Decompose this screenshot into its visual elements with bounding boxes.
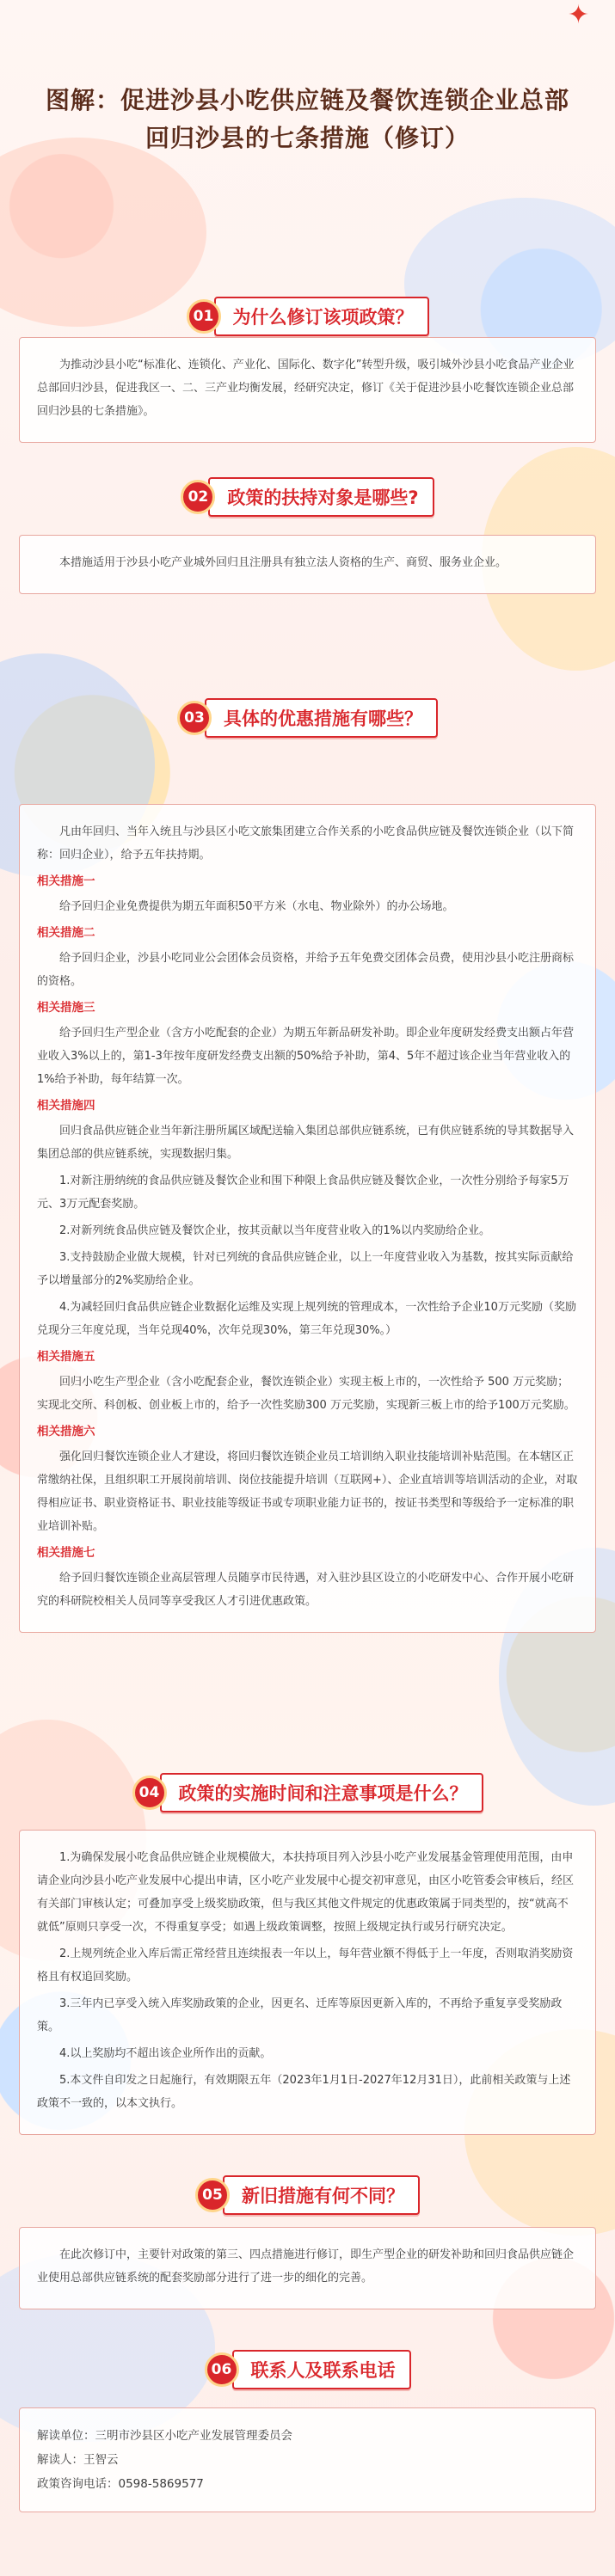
section-01-header <box>0 297 615 336</box>
section-number: 04 <box>132 1776 167 1810</box>
section-title: 具体的优惠措施有哪些？ <box>205 698 438 738</box>
section-title: 为什么修订该项政策？ <box>214 297 429 336</box>
measure-text: 强化回归餐饮连锁企业人才建设，将回归餐饮连锁企业员工培训纳入职业技能培训补贴范围。在本辖区正常缴纳社保，且组织职工开展岗前培训、岗位技能提升培训（互联网+）、企业直培训等培训活动的企业，对取得相应证书、职业资格证书、职业技能等级证书或专项职业能力证书的，按证书类型和等级给予一定标准的职业培训补贴。 <box>37 1451 578 1533</box>
section-05-card <box>19 2227 596 2309</box>
section-number: 05 <box>195 2178 230 2212</box>
contact-phone: 政策咨询电话：0598-5869577 <box>37 2477 204 2491</box>
contact-person: 解读人：王智云 <box>37 2453 119 2467</box>
measure-text: 2.对新列统食品供应链及餐饮企业，按其贡献以当年度营业收入的1%以内奖励给企业。 <box>59 1224 491 1237</box>
section-title: 政策的实施时间和注意事项是什么？ <box>160 1773 483 1812</box>
measure-label: 相关措施六 <box>37 1425 95 1438</box>
measure-text: 回归小吃生产型企业（含小吃配套企业，餐饮连锁企业）实现主板上市的，一次性给予 500 万元奖励；实现北交所、科创板、创业板上市的，给予一次性奖励300 万元奖励，实现新三板上市的给予100万元奖励。 <box>37 1376 575 1412</box>
section-number: 01 <box>187 299 221 334</box>
section-paragraph: 4.以上奖励均不超出该企业所作出的贡献。 <box>59 2047 272 2060</box>
section-paragraph: 2.上规列统企业入库后需正常经营且连续报表一年以上，每年营业额不得低于上一年度，否则取消奖励资格且有权追回奖励。 <box>37 1947 574 1984</box>
section-06-card <box>19 2407 596 2512</box>
section-paragraph: 5.本文件自印发之日起施行，有效期限五年（2023年1月1日-2027年12月31日），此前相关政策与上述政策不一致的，以本文执行。 <box>37 2074 571 2110</box>
measure-text: 回归食品供应链企业当年新注册所属区域配送输入集团总部供应链系统，已有供应链系统的导其数据导入集团总部的供应链系统，实现数据归集。 <box>37 1125 575 1161</box>
section-number: 06 <box>205 2352 239 2387</box>
section-number: 03 <box>177 701 212 735</box>
section-paragraph: 在此次修订中，主要针对政策的第三、四点措施进行修订，即生产型企业的研发补助和回归食品供应链企业使用总部供应链系统的配套奖励部分进行了进一步的细化的完善。 <box>37 2248 575 2285</box>
measure-label: 相关措施七 <box>37 1546 95 1560</box>
measure-label: 相关措施四 <box>37 1099 95 1113</box>
section-paragraph: 1.为确保发展小吃食品供应链企业规模做大，本扶持项目列入沙县小吃产业发展基金管理使用范围，由申请企业向沙县小吃产业发展中心提出申请，区小吃产业发展中心提交初审意见，由区小吃管委会审核后，经区有关部门审核认定；可叠加享受上级奖励政策，但与我区其他文件规定的优惠政策属于同类型的，按“就高不就低”原则只享受一次，不得重复享受；如遇上级政策调整，按照上级规定执行或另行研究决定。 <box>37 1851 575 1934</box>
section-title: 联系人及联系电话 <box>232 2350 411 2389</box>
section-paragraph: 3.三年内已享受入统入库奖励政策的企业，因更名、迁库等原因更新入库的，不再给予重复享受奖励政策。 <box>37 1997 563 2033</box>
measure-label: 相关措施三 <box>37 1001 95 1015</box>
measure-text: 给予回归生产型企业（含方小吃配套的企业）为期五年新品研发补助。即企业年度研发经费支出额占年营业收入3%以上的，第1-3年按年度研发经费支出额的50%给予补助，第4、5年不超过该企业当年营业收入的1%给予补助，每年结算一次。 <box>37 1027 575 1086</box>
contact-unit: 解读单位：三明市沙县区小吃产业发展管理委员会 <box>37 2429 292 2443</box>
measure-text: 1.对新注册纳统的食品供应链及餐饮企业和围下种限上食品供应链及餐饮企业，一次性分别给予每家5万元、3万元配套奖励。 <box>37 1175 569 1211</box>
section-number: 02 <box>181 480 215 514</box>
section-05-header <box>0 2175 615 2215</box>
section-paragraph: 为推动沙县小吃“标准化、连锁化、产业化、国际化、数字化”转型升级，吸引城外沙县小吃食品产业企业总部回归沙县，促进我区一、二、三产业均衡发展，经研究决定，修订《关于促进沙县小吃餐饮连锁企业总部回归沙县的七条措施》。 <box>37 359 575 418</box>
section-06-header <box>0 2350 615 2389</box>
measure-label: 相关措施一 <box>37 874 95 888</box>
section-04-card <box>19 1830 596 2135</box>
measure-label: 相关措施五 <box>37 1350 95 1364</box>
section-paragraph: 本措施适用于沙县小吃产业城外回归且注册具有独立法人资格的生产、商贸、服务业企业。 <box>59 556 507 569</box>
page-title-block <box>43 82 572 157</box>
section-02-card <box>19 535 596 594</box>
section-04-header <box>0 1773 615 1812</box>
page-title: 图解：促进沙县小吃供应链及餐饮连锁企业总部回归沙县的七条措施（修订） <box>45 86 569 152</box>
section-03-card <box>19 804 596 1633</box>
measure-text: 给予回归企业，沙县小吃同业公会团体会员资格，并给予五年免费交团体会员费，使用沙县小吃注册商标的资格。 <box>37 952 575 988</box>
section-title: 政策的扶持对象是哪些? <box>208 477 434 517</box>
section-01-card <box>19 337 596 443</box>
firecracker-icon: ✦ <box>567 0 589 30</box>
measure-text: 4.为减轻回归食品供应链企业数据化运维及实现上规列统的管理成本，一次性给予企业10万元奖励（奖励兑现分三年度兑现，当年兑现40%，次年兑现30%，第三年兑现30%。） <box>37 1301 576 1337</box>
section-title: 新旧措施有何不同？ <box>223 2175 420 2215</box>
measure-label: 相关措施二 <box>37 926 95 940</box>
measure-text: 给予回归企业免费提供为期五年面积50平方米（水电、物业除外）的办公场地。 <box>59 900 454 913</box>
measure-text: 给予回归餐饮连锁企业高层管理人员随享市民待遇，对入驻沙县区设立的小吃研发中心、合作开展小吃研究的科研院校相关人员同等享受我区人才引进优惠政策。 <box>37 1572 575 1608</box>
section-03-header <box>0 698 615 738</box>
section-02-header <box>0 477 615 517</box>
section-intro: 凡由年回归、当年入统且与沙县区小吃文旅集团建立合作关系的小吃食品供应链及餐饮连锁企业（以下简称：回归企业），给予五年扶持期。 <box>37 825 575 862</box>
measure-text: 3.支持鼓励企业做大规模，针对已列统的食品供应链企业，以上一年度营业收入为基数，按其实际贡献给予以增量部分的2%奖励给企业。 <box>37 1251 574 1287</box>
